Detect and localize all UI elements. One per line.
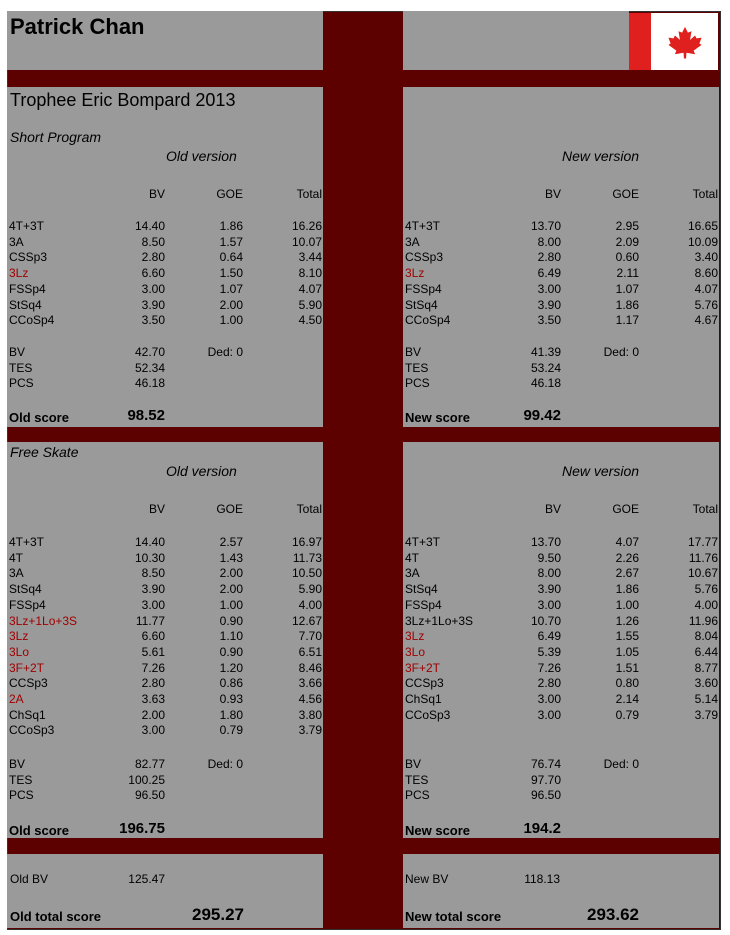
short-program-old-score-label: Old score [9,410,69,425]
short-program-old-element-name: CCoSp4 [9,313,55,327]
free-skate-new-bv-value: 76.74 [530,757,561,771]
short-program-old-element-total: 10.07 [291,235,322,249]
short-program-old-pcs-value: 46.18 [134,376,165,390]
free-skate-old-element-name: 2A [9,692,24,706]
short-program-new-element-bv: 13.70 [530,219,561,233]
short-program-new-element-total: 4.07 [694,282,718,296]
free-skate-old-element-total: 5.90 [298,582,322,596]
short-program-old-deduction: Ded: 0 [207,345,243,359]
short-program-old-element-name: CSSp3 [9,250,48,264]
free-skate-new-element-name: FSSp4 [405,598,442,612]
short-program-old-element-bv: 3.50 [141,313,165,327]
free-skate-old-deduction: Ded: 0 [207,757,243,771]
free-skate-new-element-goe: 2.14 [615,692,639,706]
free-skate-new-element-bv: 3.00 [537,708,561,722]
free-skate-old-element-goe: 0.90 [219,645,243,659]
free-skate-new-element-total: 6.44 [694,645,718,659]
short-program-old-element-total: 16.26 [291,219,322,233]
free-skate-new-element-name: StSq4 [405,582,438,596]
short-program-new-pcs-value: 46.18 [530,376,561,390]
free-skate-new-element-name: CCSp3 [405,676,444,690]
short-program-new-bv-header: BV [544,187,561,201]
short-program-label: Short Program [10,129,102,145]
free-skate-old-element-goe: 0.90 [219,614,243,628]
short-program-new-element-total: 16.65 [687,219,718,233]
free-skate-old-element-goe: 2.57 [219,535,243,549]
new-total-label: New total score [405,909,502,924]
short-program-old-element-goe: 1.00 [219,313,243,327]
free-skate-new-element-goe: 1.26 [615,614,639,628]
short-program-new-element-bv: 3.50 [537,313,561,327]
free-skate-old-bv-value: 82.77 [134,757,165,771]
free-skate-old-element-bv: 6.60 [141,629,165,643]
free-skate-new-element-bv: 9.50 [537,551,561,565]
free-skate-new-element-goe: 4.07 [615,535,639,549]
free-skate-new-element-total: 3.60 [694,676,718,690]
short-program-old-element-total: 8.10 [298,266,322,280]
free-skate-new-pcs-value: 96.50 [530,788,561,802]
free-skate-old-element-name: FSSp4 [9,598,46,612]
free-skate-old-element-goe: 1.80 [219,708,243,722]
free-skate-old-pcs-label: PCS [9,788,34,802]
free-skate-new-deduction: Ded: 0 [603,757,639,771]
short-program-old-element-goe: 1.57 [219,235,243,249]
free-skate-old-element-bv: 11.77 [135,614,165,628]
short-program-old-total-header: Total [296,187,322,201]
short-program-new-tes-value: 53.24 [530,361,561,375]
free-skate-new-element-bv: 13.70 [530,535,561,549]
free-skate-old-tes-value: 100.25 [128,773,165,787]
free-skate-old-element-total: 16.97 [291,535,322,549]
old-total-label: Old total score [10,909,102,924]
short-program-new-element-name: CSSp3 [405,250,444,264]
short-program-new-element-name: 4T+3T [405,219,441,233]
free-skate-new-element-bv: 8.00 [537,566,561,580]
short-program-new-element-goe: 1.17 [615,313,639,327]
short-program-old-tes-label: TES [9,361,33,375]
free-skate-old-element-total: 11.73 [292,551,322,565]
short-program-old-element-goe: 0.64 [219,250,243,264]
free-skate-new-element-goe: 1.00 [615,598,639,612]
free-skate-old-element-bv: 3.90 [141,582,165,596]
short-program-new-element-bv: 8.00 [537,235,561,249]
short-program-new-element-bv: 3.90 [537,298,561,312]
short-program-new-bv-value: 41.39 [530,345,561,359]
short-program-new-element-goe: 2.95 [615,219,639,233]
short-program-new-element-bv: 3.00 [537,282,561,296]
free-skate-new-element-goe: 1.55 [615,629,639,643]
short-program-new-element-total: 8.60 [694,266,718,280]
short-program-old-goe-header: GOE [216,187,243,201]
short-program-old-element-name: 4T+3T [9,219,45,233]
short-program-old-bv-label: BV [9,345,26,359]
short-program-new-element-name: 3Lz [405,266,425,280]
free-skate-old-element-total: 8.46 [298,661,322,675]
free-skate-old-element-name: 3Lo [9,645,30,659]
free-skate-old-element-total: 12.67 [291,614,322,628]
short-program-old-element-goe: 1.86 [219,219,243,233]
short-program-new-element-name: CCoSp4 [405,313,451,327]
short-program-old-element-goe: 1.50 [219,266,243,280]
free-skate-old-bv-label: BV [9,757,26,771]
old-total-value: 295.27 [192,905,244,924]
free-skate-new-element-bv: 2.80 [537,676,561,690]
short-program-old-element-name: StSq4 [9,298,42,312]
free-skate-old-element-name: 3A [9,566,24,580]
free-skate-new-element-total: 5.14 [694,692,718,706]
free-skate-old-element-name: 3Lz+1Lo+3S [9,614,78,628]
short-program-new-score-value: 99.42 [523,407,561,424]
short-program-old-element-bv: 3.90 [141,298,165,312]
short-program-new-pcs-label: PCS [405,376,430,390]
short-program-new-element-total: 10.09 [687,235,718,249]
free-skate-new-version-heading: New version [562,463,640,479]
free-skate-new-element-goe: 0.80 [615,676,639,690]
free-skate-old-element-total: 4.00 [298,598,322,612]
free-skate-old-element-total: 3.79 [298,723,322,737]
free-skate-old-element-name: 4T+3T [9,535,45,549]
free-skate-new-pcs-label: PCS [405,788,430,802]
free-skate-old-element-goe: 0.79 [219,723,243,737]
free-skate-new-element-goe: 2.26 [615,551,639,565]
free-skate-old-element-goe: 2.00 [219,566,243,580]
free-skate-new-element-bv: 6.49 [537,629,561,643]
free-skate-new-element-bv: 3.90 [537,582,561,596]
free-skate-old-element-bv: 3.00 [141,723,165,737]
new-bv-total-label: New BV [405,872,449,886]
short-program-old-tes-value: 52.34 [134,361,165,375]
free-skate-new-element-total: 3.79 [694,708,718,722]
short-program-new-element-goe: 0.60 [615,250,639,264]
short-program-new-element-name: StSq4 [405,298,438,312]
short-program-old-element-total: 4.50 [298,313,322,327]
free-skate-old-element-name: CCoSp3 [9,723,55,737]
old-bv-total-label: Old BV [10,872,49,886]
free-skate-old-element-bv: 3.00 [141,598,165,612]
short-program-old-element-total: 5.90 [298,298,322,312]
free-skate-new-element-total: 8.04 [694,629,718,643]
free-skate-old-pcs-value: 96.50 [134,788,165,802]
short-program-old-bv-header: BV [148,187,165,201]
free-skate-new-goe-header: GOE [612,502,639,516]
skater-name: Patrick Chan [10,14,145,39]
free-skate-new-element-name: 3F+2T [405,661,441,675]
free-skate-new-element-bv: 7.26 [537,661,561,675]
free-skate-new-element-name: 3Lz+1Lo+3S [405,614,474,628]
free-skate-old-element-name: 3F+2T [9,661,45,675]
short-program-old-element-total: 3.44 [298,250,322,264]
free-skate-old-element-name: CCSp3 [9,676,48,690]
free-skate-old-element-bv: 7.26 [141,661,165,675]
short-program-old-element-goe: 2.00 [219,298,243,312]
free-skate-new-element-name: 3A [405,566,420,580]
event-title: Trophee Eric Bompard 2013 [10,90,236,110]
free-skate-old-element-name: StSq4 [9,582,42,596]
free-skate-old-element-bv: 2.00 [141,708,165,722]
free-skate-old-element-name: 4T [9,551,24,565]
canada-flag [629,13,718,70]
free-skate-new-element-goe: 1.05 [615,645,639,659]
free-skate-new-bv-header: BV [544,502,561,516]
free-skate-old-score-label: Old score [9,823,69,838]
free-skate-old-element-bv: 2.80 [141,676,165,690]
short-program-new-element-bv: 6.49 [537,266,561,280]
short-program-new-version-heading: New version [562,148,640,164]
free-skate-old-element-bv: 14.40 [134,535,165,549]
short-program-old-element-bv: 6.60 [141,266,165,280]
free-skate-new-score-value: 194.2 [523,820,561,837]
free-skate-old-element-goe: 2.00 [219,582,243,596]
free-skate-old-element-goe: 0.86 [219,676,243,690]
free-skate-old-element-goe: 1.20 [219,661,243,675]
short-program-new-element-goe: 1.07 [615,282,639,296]
free-skate-new-element-name: 3Lo [405,645,426,659]
short-program-new-element-goe: 2.11 [616,266,639,280]
short-program-new-element-goe: 1.86 [615,298,639,312]
free-skate-new-element-name: 4T [405,551,420,565]
short-program-new-element-goe: 2.09 [615,235,639,249]
free-skate-label: Free Skate [10,444,79,460]
free-skate-old-element-bv: 10.30 [134,551,165,565]
short-program-new-element-name: 3A [405,235,420,249]
new-total-value: 293.62 [587,905,639,924]
short-program-new-element-total: 4.67 [694,313,718,327]
free-skate-old-element-total: 7.70 [298,629,322,643]
short-program-old-pcs-label: PCS [9,376,34,390]
free-skate-new-element-goe: 2.67 [615,566,639,580]
free-skate-old-element-bv: 3.63 [141,692,165,706]
free-skate-old-element-goe: 1.10 [219,629,243,643]
short-program-old-element-name: 3Lz [9,266,29,280]
free-skate-old-element-goe: 1.43 [219,551,243,565]
short-program-new-bv-label: BV [405,345,422,359]
short-program-new-total-header: Total [692,187,718,201]
free-skate-new-element-total: 4.00 [694,598,718,612]
short-program-new-deduction: Ded: 0 [603,345,639,359]
free-skate-new-score-label: New score [405,823,471,838]
free-skate-new-element-name: CCoSp3 [405,708,451,722]
short-program-old-element-name: 3A [9,235,24,249]
short-program-new-score-label: New score [405,410,471,425]
free-skate-old-element-total: 3.80 [298,708,322,722]
free-skate-new-element-bv: 10.70 [530,614,561,628]
free-skate-new-element-goe: 1.86 [615,582,639,596]
free-skate-old-element-total: 4.56 [298,692,322,706]
free-skate-new-tes-value: 97.70 [530,773,561,787]
free-skate-new-element-total: 17.77 [687,535,718,549]
short-program-old-version-heading: Old version [166,148,237,164]
short-program-new-element-bv: 2.80 [537,250,561,264]
free-skate-old-element-name: ChSq1 [9,708,46,722]
free-skate-old-element-bv: 8.50 [141,566,165,580]
free-skate-new-bv-label: BV [405,757,422,771]
old-bv-total-value: 125.47 [128,872,165,886]
free-skate-new-element-goe: 1.51 [615,661,639,675]
short-program-old-element-bv: 8.50 [141,235,165,249]
free-skate-old-goe-header: GOE [216,502,243,516]
short-program-old-element-bv: 2.80 [141,250,165,264]
free-skate-new-tes-label: TES [405,773,429,787]
free-skate-old-element-total: 10.50 [291,566,322,580]
free-skate-old-element-bv: 5.61 [141,645,165,659]
free-skate-old-bv-header: BV [148,502,165,516]
free-skate-new-element-name: 4T+3T [405,535,441,549]
short-program-old-element-name: FSSp4 [9,282,46,296]
short-program-old-element-bv: 3.00 [141,282,165,296]
short-program-new-tes-label: TES [405,361,429,375]
free-skate-new-element-total: 10.67 [687,566,718,580]
free-skate-new-element-total: 8.77 [694,661,718,675]
short-program-new-element-name: FSSp4 [405,282,442,296]
free-skate-old-element-name: 3Lz [9,629,29,643]
short-program-old-element-goe: 1.07 [219,282,243,296]
free-skate-old-score-value: 196.75 [119,820,165,837]
free-skate-old-total-header: Total [296,502,322,516]
new-bv-total-value: 118.13 [524,872,560,886]
free-skate-new-element-name: 3Lz [405,629,425,643]
free-skate-old-element-goe: 0.93 [219,692,243,706]
short-program-new-element-total: 3.40 [694,250,718,264]
free-skate-new-element-bv: 5.39 [537,645,561,659]
free-skate-old-element-goe: 1.00 [219,598,243,612]
free-skate-old-tes-label: TES [9,773,33,787]
free-skate-new-element-name: ChSq1 [405,692,442,706]
free-skate-old-element-total: 3.66 [298,676,322,690]
free-skate-new-element-goe: 0.79 [615,708,639,722]
free-skate-new-total-header: Total [692,502,718,516]
short-program-old-element-total: 4.07 [298,282,322,296]
short-program-new-element-total: 5.76 [694,298,718,312]
free-skate-new-element-bv: 3.00 [537,692,561,706]
short-program-old-element-bv: 14.40 [134,219,165,233]
free-skate-new-element-total: 11.96 [688,614,718,628]
free-skate-new-element-total: 11.76 [688,551,718,565]
short-program-old-bv-value: 42.70 [134,345,165,359]
short-program-new-goe-header: GOE [612,187,639,201]
header-right-panel [403,11,629,70]
free-skate-new-element-bv: 3.00 [537,598,561,612]
maple-leaf-icon [667,24,703,60]
free-skate-old-element-total: 6.51 [298,645,322,659]
free-skate-old-version-heading: Old version [166,463,237,479]
short-program-old-score-value: 98.52 [127,407,165,424]
free-skate-new-element-total: 5.76 [694,582,718,596]
